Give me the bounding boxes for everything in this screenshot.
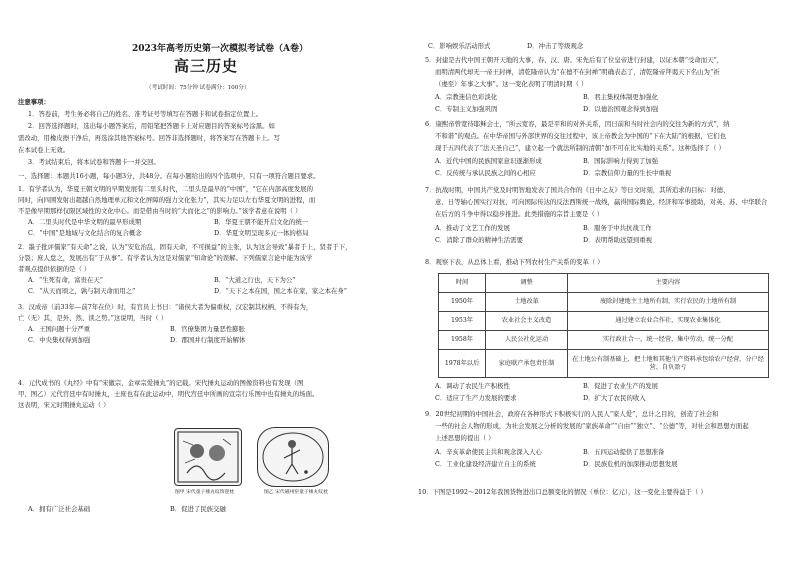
q7-option-a: A．推动了文艺工作的发展 — [435, 224, 510, 232]
figure-yi-image — [257, 427, 329, 487]
q6-text: 不和谐”的观点。在中华帝国与外部世界的交往过程中，该上帝教会为中国的“下在大陆”的根据，它们也 — [435, 132, 726, 140]
q10-text: 10．下图是1992～2012年我国货物进出口总额变化的情况（单位：亿元），这一变化主要得益于（ ） — [418, 488, 707, 496]
exam-title: 2023年高考历史第一次模拟考试卷（A卷） — [132, 44, 309, 54]
q1-text: 同时，向四围发射出超越自然地理单元和文化屏障的强力文化张力”，其实力足以左右华夏文明的进程，而 — [18, 196, 316, 204]
q1-option-a: A．二里头时代是中华文明的最早形成期 — [28, 218, 142, 226]
q3-option-b: B．官僚集团力量恶性膨胀 — [170, 325, 245, 333]
q3-option-a: A．王国问题十分严重 — [28, 325, 91, 333]
q3-text: 亡（无）其，是外、然、读之势。”这说明，当时（ ） — [18, 314, 168, 322]
q4-text: 这表明，宋元时期捶丸运动（ ） — [18, 401, 110, 409]
q9-option-c: C．工业化建设经济建立自主的系统 — [435, 460, 536, 468]
table-header-cell: 主要内容 — [568, 274, 769, 293]
q7-option-b: B．服务于中共抗战工作 — [583, 224, 652, 232]
q9-option-a: A．辛亥革命使民主共和观念深入人心 — [435, 448, 542, 456]
q5-text: （虔至）年事之大事”。这一变化表明了明清时期（ ） — [435, 80, 588, 88]
q2-option-a: A．“生死有命，富贵在天” — [28, 276, 104, 284]
q5-option-a: A．宗教迷信色彩淡化 — [435, 93, 498, 101]
exam-meta: （考试时间：75分钟 试卷满分：100分） — [146, 85, 250, 91]
q6-option-d: D．宗教信仰力量的生长中重视 — [583, 169, 672, 177]
figure-yi-caption: 图乙 宋代磁州窑童子捶丸纹枕 — [264, 490, 328, 495]
q2-option-b: B．“大道之行也，天下为公” — [214, 276, 296, 284]
table-cell: 土地改革 — [486, 293, 568, 312]
notes-line: 需改动，用橡皮擦干净后，再选涂其他答案标号。回答非选择题时，将答案写在答题卡上。写 — [18, 134, 281, 142]
table-cell: 1958年 — [439, 331, 486, 350]
q6-option-c: C．反传统与承认民族之间的心相应 — [435, 169, 536, 177]
notes-line: 在本试卷上无效。 — [18, 146, 70, 154]
q4-text: 4．元代成书的《丸经》中有“宋徽宗、金章宗爱捶丸”的记载。宋代捶丸运动的图像资料也有发现（图 — [18, 379, 304, 387]
q8-option-b: B．促进了农业生产的发展 — [583, 382, 658, 390]
section-intro: 一、选择题：本题共16小题，每小题3分，共48分。在每小题给出的四个选项中，只有一项符合题目要求。 — [18, 172, 320, 180]
table-header-cell: 调整 — [486, 274, 568, 293]
q2-option-d: D．“天下之本在国，国之本在家，家之本在身” — [214, 287, 348, 295]
table-cell: 通过建立农业合作社，实现农业集体化 — [568, 312, 769, 331]
q8-text: 8．观察下表，从总体上看，推动下列农村生产关系的变革（ ） — [425, 258, 604, 266]
table-cell: 家庭联产承包责任制 — [486, 350, 568, 378]
q3-option-c: C．中央集权得到加强 — [28, 336, 91, 344]
q8-option-d: D．扩大了农民的收入 — [583, 394, 646, 402]
subject-title: 高三历史 — [174, 57, 239, 75]
q2-text: 分裂；庶人怠之，发展出有“于从事”。有学者认为这是对儒家“知命论”的误解。下列儒家言论中能为该学 — [18, 254, 313, 262]
q8-option-a: A．调动了农民生产积极性 — [435, 382, 510, 390]
q9-option-b: B．五四运动提供了思想准备 — [583, 448, 665, 456]
notes-line: 3．考试结束后，将本试卷和答题卡一并交回。 — [28, 158, 160, 166]
table-cell: 废除封建地主土地所有制，实行农民的土地所有制 — [568, 293, 769, 312]
q6-option-a: A．近代中国的民族国家意识逐渐形成 — [435, 157, 542, 165]
q3-option-d: D．郡国并行制度开始解体 — [170, 336, 246, 344]
q9-text: 一些的社会人物的形成，为社会发展之分析的发展的“家族革命”“自由”“独立”、“公德”等，对社会和思想方面起 — [435, 422, 749, 430]
q1-text: 不是像早期那样仅限区域性的文化中心。而是借由当时的“大而化之”的影响力。”该学者意在说明（ ） — [18, 207, 302, 215]
q2-text: 者观点提供依据的是（ ） — [18, 265, 91, 273]
q9-option-d: D．民族危机的加深推动思想发展 — [583, 460, 678, 468]
q4-text: 甲、图乙）元代宫廷中有时捶丸，士庶也有在此运动中，明代宫廷中所画的宣宗行乐图中也有捶丸的场面。 — [18, 390, 319, 398]
q3-text: 3．汉成帝（前33年—前7年在位）时，有官员上书曰：“诸侯大者为偏重权，汉宏制其权柄，不得有为， — [18, 303, 313, 311]
q4-option-d: D．冲击了等级观念 — [527, 42, 584, 50]
q5-text: 5．封建是古代中国王朝开天地的大事，春、汉、唐、宋先后有了位皇帝进行封建，以证本朝“受命而天”， — [425, 56, 724, 64]
q5-text: 而明清两代却无一帝王封禅，清乾隆帝认为“在德不在封禅”明确表态了，清乾隆帝拜谒天下名山为“祈 — [435, 68, 720, 76]
figure-jia-image — [174, 428, 242, 486]
q6-text: 6．康熙帝曾宽待耶稣会士，“所云宽容，最是平和的对外关系，因日前和当时社会内的交往为新的方式”，纳 — [425, 120, 730, 128]
table-cell: 1953年 — [439, 312, 486, 331]
q6-option-b: B．国际影响力得到了加强 — [583, 157, 658, 165]
q1-text: 1．有学者认为，华夏王朝文明的早期发展有二里头时代，二里头是最早的“中国”，“它在内部高度发展的 — [18, 185, 314, 193]
q6-text: 现于五四代表了“法天圣自己”，建立起一个就法所制的清朝“加不可在比实地的关系”。这种选择了（ ） — [435, 144, 725, 152]
notes-line: 2．回答选择题时，选出每小题答案后，用铅笔把答题卡上对应题目的答案标号涂黑。如 — [28, 122, 275, 130]
figure-jia-caption: 图甲 宋代童子捶丸纹饰瓷枕 — [175, 490, 235, 495]
q7-text: 意、日等轴心国实行对抗，可向国际传达的反法西斯统一战线，赢得国际舆论、经济和军事援助，对英、苏、中华联合 — [435, 198, 768, 206]
table-cell: 1978年以后 — [439, 350, 486, 378]
table-cell: 农业社会主义改造 — [486, 312, 568, 331]
q2-text: 2．墨子批评儒家“有天命”之说，认为“安危治乱，固有天命，不可损益”的主张，认为这会导致“暴者于上，贤者于下， — [18, 243, 352, 251]
q5-option-d: D．以德治国观念得到加强 — [583, 105, 659, 113]
table-cell: 人民公社化运动 — [486, 331, 568, 350]
q1-option-c: C．“中国”是地域与文化结合的复合概念 — [28, 229, 142, 237]
q8-option-c: C．适应了生产力发展的要求 — [435, 394, 517, 402]
q4-option-c: C．影响娱乐活动形式 — [428, 42, 491, 50]
q2-option-c: C．“从天而颂之，孰与制天命而用之” — [28, 287, 136, 295]
q7-text: 在后方的斗争中得以稳步推进。此类措施的宗旨主要是（ ） — [435, 210, 604, 218]
table-cell: 1950年 — [439, 293, 486, 312]
table-cell: 在土地公有制基础上，把土地和其他生产资料承包给农户经营，分户经营、自负盈亏 — [568, 350, 769, 378]
q4-option-a: A．拥有广泛社会基础 — [28, 505, 91, 513]
q1-option-b: B．华夏王朝不能开启文化的统一 — [214, 218, 309, 226]
q7-option-d: D．表明帮助远望到重视 — [583, 236, 653, 244]
q7-option-c: C．消除了群众的精神生活需要 — [435, 236, 523, 244]
q1-option-d: D．华夏文明呈现多元一体的格局 — [214, 229, 309, 237]
notes-line: 1．答卷前，考生务必将自己的姓名、准考证号等填写在答题卡和试卷指定位置上。 — [28, 110, 263, 118]
q5-option-c: C．专制主义加强巩固 — [435, 105, 498, 113]
q9-text: 9．20世纪初期的中国社会，政府在各种形式下积极实行的人民人“家人爱”，总计之目的，创造了社会和 — [425, 410, 719, 418]
q9-text: 上述思想的提出（ ） — [435, 434, 495, 442]
q5-option-b: B．君主集权体制更加强化 — [583, 93, 658, 101]
q4-option-b: B．促进了民族交融 — [170, 505, 226, 513]
q7-text: 7．抗战时期，中国共产党及时明智地发表了国共合作的《日中之友》等日文时刻，其所追求的目标：对德、 — [425, 186, 730, 194]
table-cell: 实行政社合一，统一经营，集中劳动，统一分配 — [568, 331, 769, 350]
right-column-lower — [397, 0, 794, 562]
table-header-cell: 时间 — [439, 274, 486, 293]
notes-heading: 注意事项： — [18, 98, 50, 106]
